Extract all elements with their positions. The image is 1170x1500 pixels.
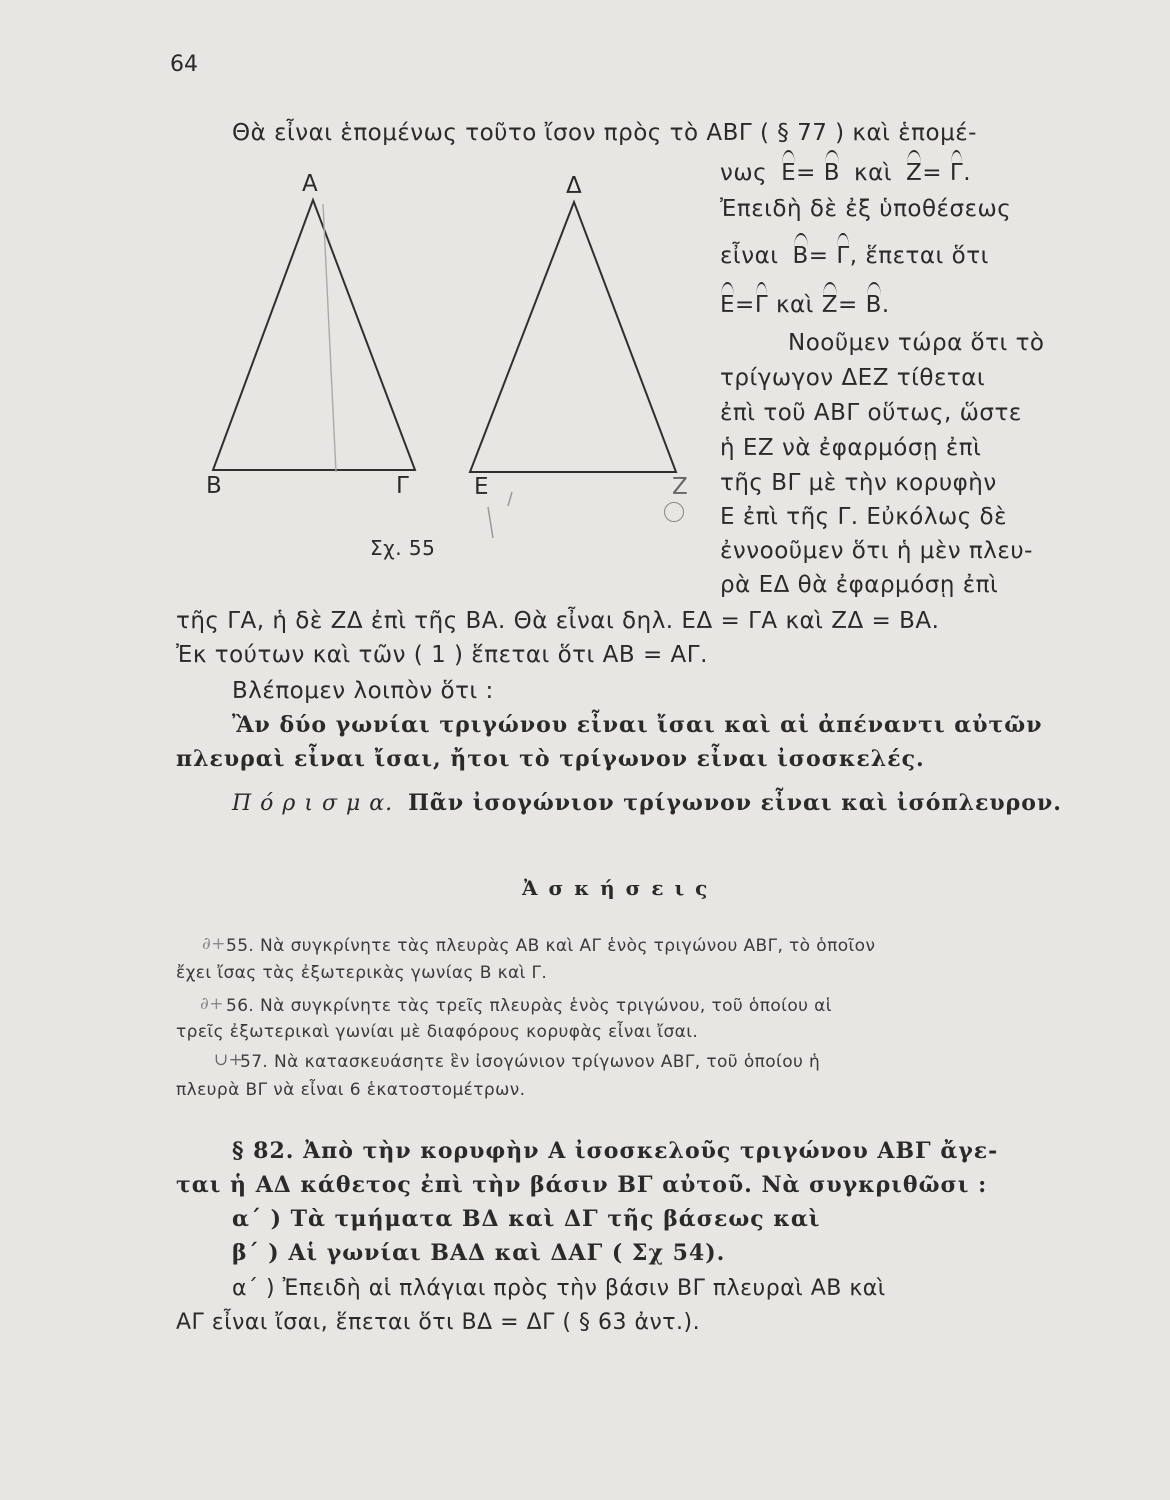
- exercise-57-line-1: 57. Νὰ κατασκευάσητε ἓν ἰσογώνιον τρίγωνον ΑΒΓ, τοῦ ὁποίου ἡ: [240, 1052, 821, 1072]
- page-number: 64: [170, 52, 198, 77]
- text-line-2: νως Ε= Β καὶ Ζ= Γ.: [720, 160, 972, 186]
- text-line-10: τῆς ΒΓ μὲ τὴν κορυφὴν: [720, 470, 997, 496]
- exercise-55-line-1: 55. Νὰ συγκρίνητε τὰς πλευρὰς ΑΒ καὶ ΑΓ ἑνὸς τριγώνου ΑΒΓ, τὸ ὁποῖον: [226, 936, 876, 956]
- text-line-13: ρὰ ΕΔ θὰ ἐφαρμόσῃ ἐπὶ: [720, 572, 999, 598]
- porisma-text: Πᾶν ἰσογώνιον τρίγωνον εἶναι καὶ ἰσόπλευρον.: [408, 790, 1062, 816]
- angle-E-hat: Ε: [781, 160, 797, 186]
- angle-Z-hat: Ζ: [906, 160, 923, 186]
- label-A: Α: [302, 171, 319, 197]
- text-line-16: Βλέπομεν λοιπὸν ὅτι :: [232, 678, 494, 704]
- porisma-label: Π ό ρ ι σ μ α.: [232, 791, 394, 816]
- angle-G-hat-3: Γ: [754, 292, 769, 318]
- angle-Z-hat-2: Ζ: [821, 292, 839, 318]
- triangle-DEZ: [470, 202, 676, 472]
- theorem-line-2: πλευραὶ εἶναι ἴσαι, ἤτοι τὸ τρίγωνον εἶναι ἰσοσκελές.: [176, 746, 925, 772]
- label-D: Δ: [566, 173, 583, 199]
- angle-B-hat-3: Β: [865, 292, 882, 318]
- text-line-1: Θὰ εἶναι ἑπομένως τοῦτο ἴσον πρὸς τὸ ΑΒΓ ( § 77 ) καὶ ἑπομέ-: [232, 120, 977, 146]
- exercise-56-line-1: 56. Νὰ συγκρίνητε τὰς τρεῖς πλευρὰς ἑνὸς τριγώνου, τοῦ ὁποίου αἱ: [226, 996, 832, 1016]
- section-82-line-6: ΑΓ εἶναι ἴσαι, ἕπεται ὅτι ΒΔ = ΔΓ ( § 63 ἀντ.).: [176, 1310, 701, 1335]
- text-line-8: ἐπὶ τοῦ ΑΒΓ οὕτως, ὥστε: [720, 400, 1022, 426]
- angle-B-hat-2: Β: [792, 243, 809, 269]
- label-Z: Ζ: [672, 474, 689, 500]
- text-line-9: ἡ ΕΖ νὰ ἐφαρμόσῃ ἐπὶ: [720, 435, 982, 461]
- label-B: Β: [206, 473, 223, 499]
- angle-B-hat: Β: [823, 160, 841, 186]
- angle-G-hat: Γ: [949, 160, 964, 186]
- handwritten-mark-57: ∪+: [214, 1050, 244, 1070]
- text-line-3: Ἐπειδὴ δὲ ἐξ ὑποθέσεως: [720, 196, 1012, 222]
- pencil-stroke-1: [488, 507, 493, 538]
- pencil-stroke-2: [508, 492, 512, 506]
- text-line-7: τρίγωγον ΔΕΖ τίθεται: [720, 365, 986, 391]
- theorem-line-1: Ἂν δύο γωνίαι τριγώνου εἶναι ἴσαι καὶ αἱ ἀπέναντι αὐτῶν: [232, 712, 1043, 738]
- text-line-15: Ἐκ τούτων καὶ τῶν ( 1 ) ἕπεται ὅτι ΑΒ = ΑΓ.: [176, 642, 708, 668]
- figure-caption: Σχ. 55: [370, 536, 436, 560]
- text-line-14: τῆς ΓΑ, ἡ δὲ ΖΔ ἐπὶ τῆς ΒΑ. Θὰ εἶναι δηλ. ΕΔ = ΓΑ καὶ ΖΔ = ΒΑ.: [176, 608, 940, 634]
- angle-E-hat-2: Ε: [720, 292, 736, 318]
- exercises-heading: Ἀ σ κ ή σ ε ι ς: [522, 876, 710, 900]
- section-82-line-2: ται ἡ ΑΔ κάθετος ἐπὶ τὴν βάσιν ΒΓ αὐτοῦ. Νὰ συγκριθῶσι :: [176, 1172, 988, 1198]
- section-82-line-4: β΄ ) Αἱ γωνίαι ΒΑΔ καὶ ΔΑΓ ( Σχ 54).: [232, 1240, 726, 1266]
- section-82-line-1: § 82. Ἀπὸ τὴν κορυφὴν Α ἰσοσκελοῦς τριγώνου ΑΒΓ ἄγε-: [232, 1138, 999, 1164]
- triangle-ABG: [213, 200, 415, 470]
- angle-G-hat-2: Γ: [836, 243, 850, 269]
- exercise-55-line-2: ἔχει ἴσας τὰς ἐξωτερικὰς γωνίας Β καὶ Γ.: [176, 963, 548, 983]
- handwritten-mark-55: ∂+: [202, 934, 226, 954]
- label-G: Γ: [396, 473, 410, 499]
- exercise-57-line-2: πλευρὰ ΒΓ νὰ εἶναι 6 ἑκατοστομέτρων.: [176, 1080, 526, 1100]
- text-line-4: εἶναι Β= Γ, ἕπεται ὅτι: [720, 243, 989, 269]
- text-line-6: Νοοῦμεν τώρα ὅτι τὸ: [788, 330, 1045, 356]
- label-E: Ε: [474, 474, 490, 500]
- text-line-12: ἐννοοῦμεν ὅτι ἡ μὲν πλευ-: [720, 538, 1033, 564]
- text-line-11: Ε ἐπὶ τῆς Γ. Εὐκόλως δὲ: [720, 504, 1008, 530]
- section-82-line-3: α΄ ) Τὰ τμήματα ΒΔ καὶ ΔΓ τῆς βάσεως καὶ: [232, 1206, 821, 1232]
- pencil-circle-mark: [664, 502, 684, 522]
- exercise-56-line-2: τρεῖς ἐξωτερικαὶ γωνίαι μὲ διαφόρους κορυφὰς εἶναι ἴσαι.: [176, 1022, 699, 1042]
- text-line-5: Ε=Γ καὶ Ζ= Β.: [720, 292, 890, 318]
- section-82-line-5: α΄ ) Ἐπειδὴ αἱ πλάγιαι πρὸς τὴν βάσιν ΒΓ πλευραὶ ΑΒ καὶ: [232, 1276, 886, 1301]
- handwritten-mark-56: ∂+: [200, 994, 224, 1014]
